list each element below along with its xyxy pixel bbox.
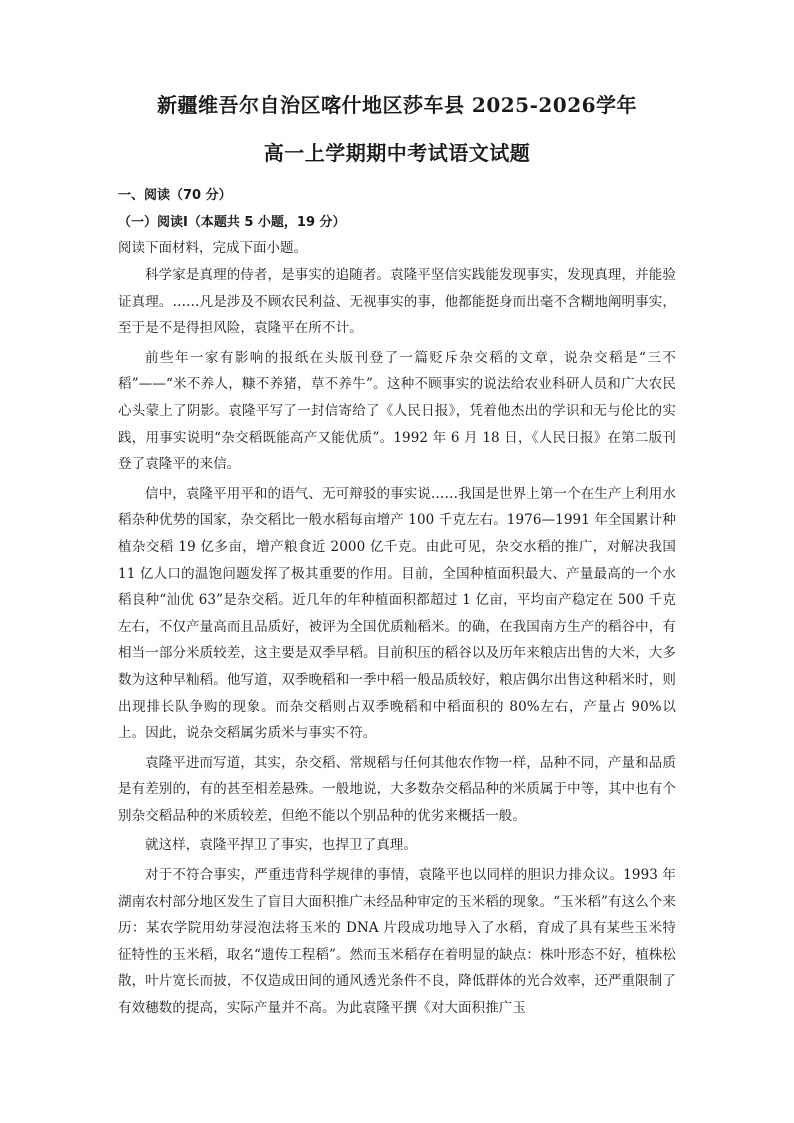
passage-paragraph: 科学家是真理的侍者，是事实的追随者。袁隆平坚信实践能发现事实，发现真理，并能验证真理。……凡是涉及不顾农民利益、无视事实的事，他都能挺身而出毫不含糊地阐明事实，至于是不是得担风险，袁隆平在所不计。	[118, 267, 676, 337]
reading-instruction: 阅读下面材料，完成下面小题。	[118, 240, 307, 256]
passage-paragraph: 袁隆平进而写道，其实，杂交稻、常规稻与任何其他农作物一样，品种不同，产量和品质是有差别的，有的甚至相差悬殊。一般地说，大多数杂交稻品种的米质属于中等，其中也有个别杂交稻品种的米质较差，但绝不能以个别品种的优劣来概括一般。	[118, 754, 676, 824]
passage-paragraph: 就这样，袁隆平捍卫了事实，也捍卫了真理。	[145, 837, 417, 854]
passage-paragraph: 前些年一家有影响的报纸在头版刊登了一篇贬斥杂交稻的文章，说杂交稻是“三不稻”——“米不养人，糠不养猪，草不养牛”。这种不顾事实的说法给农业科研人员和广大农民心头蒙上了阴影。袁隆平写了一封信寄给了《人民日报》，凭着他杰出的学识和无与伦比的实践，用事实说明“杂交稻既能高产又能优质”。1992 年 6 月 18 日，《人民日报》在第二版刊登了袁隆平的来信。	[118, 349, 676, 473]
passage-paragraph: 信中，袁隆平用平和的语气、无可辩驳的事实说……我国是世界上第一个在生产上利用水稻杂种优势的国家，杂交稻比一般水稻每亩增产 100 千克左右。1976—1991 年全国累计种植杂交稻 19 亿多亩，增产粮食近 2000 亿千克。由此可见，杂交水稻的推广，对解决我国 11 亿人口的温饱问题发挥了极其重要的作用。目前，全国种植面积最大、产量最高的一个水稻良种“汕优 63”是杂交稻。近几年的年种植面积都超过 1 亿亩，平均亩产稳定在 500 千克左右，不仅产量高而且品质好，被评为全国优质籼稻米。的确，在我国南方生产的稻谷中，有相当一部分米质较差，这主要是双季早稻。目前积压的稻谷以及历年来粮店出售的大米，大多数为这种早籼稻。他写道，双季晚稻和一季中稻一般品质较好，粮店偶尔出售这种稻米时，则出现排长队争购的现象。而杂交稻则占双季晚稻和中稻面积的 80%左右，产量占 90%以上。因此，说杂交稻属劣质米与事实不符。	[118, 485, 676, 742]
section-heading: 一、阅读（70 分）	[118, 188, 232, 203]
passage-paragraph: 对于不符合事实，严重违背科学规律的事情，袁隆平也以同样的胆识力排众议。1993 年湖南农村部分地区发生了盲目大面积推广未经品种审定的玉米稻的现象。“玉米稻”有这么个来历：某农学院用幼芽浸泡法将玉米的 DNA 片段成功地导入了水稻，育成了具有某些玉米特征特性的玉米稻，取名“遗传工程稻”。然而玉米稻存在着明显的缺点：株叶形态不好，植株松散，叶片宽长而披，不仅造成田间的通风透光条件不良，降低群体的光合效率，还严重限制了有效穗数的提高，实际产量并不高。为此袁隆平撰《对大面积推广玉	[118, 867, 677, 1017]
subsection-heading: （一）阅读Ⅰ（本题共 5 小题，19 分）	[118, 215, 346, 230]
document-title-line-2: 高一上学期期中考试语文试题	[263, 141, 531, 165]
document-title-line-1: 新疆维吾尔自治区喀什地区莎车县 2025-2026学年	[156, 93, 638, 117]
